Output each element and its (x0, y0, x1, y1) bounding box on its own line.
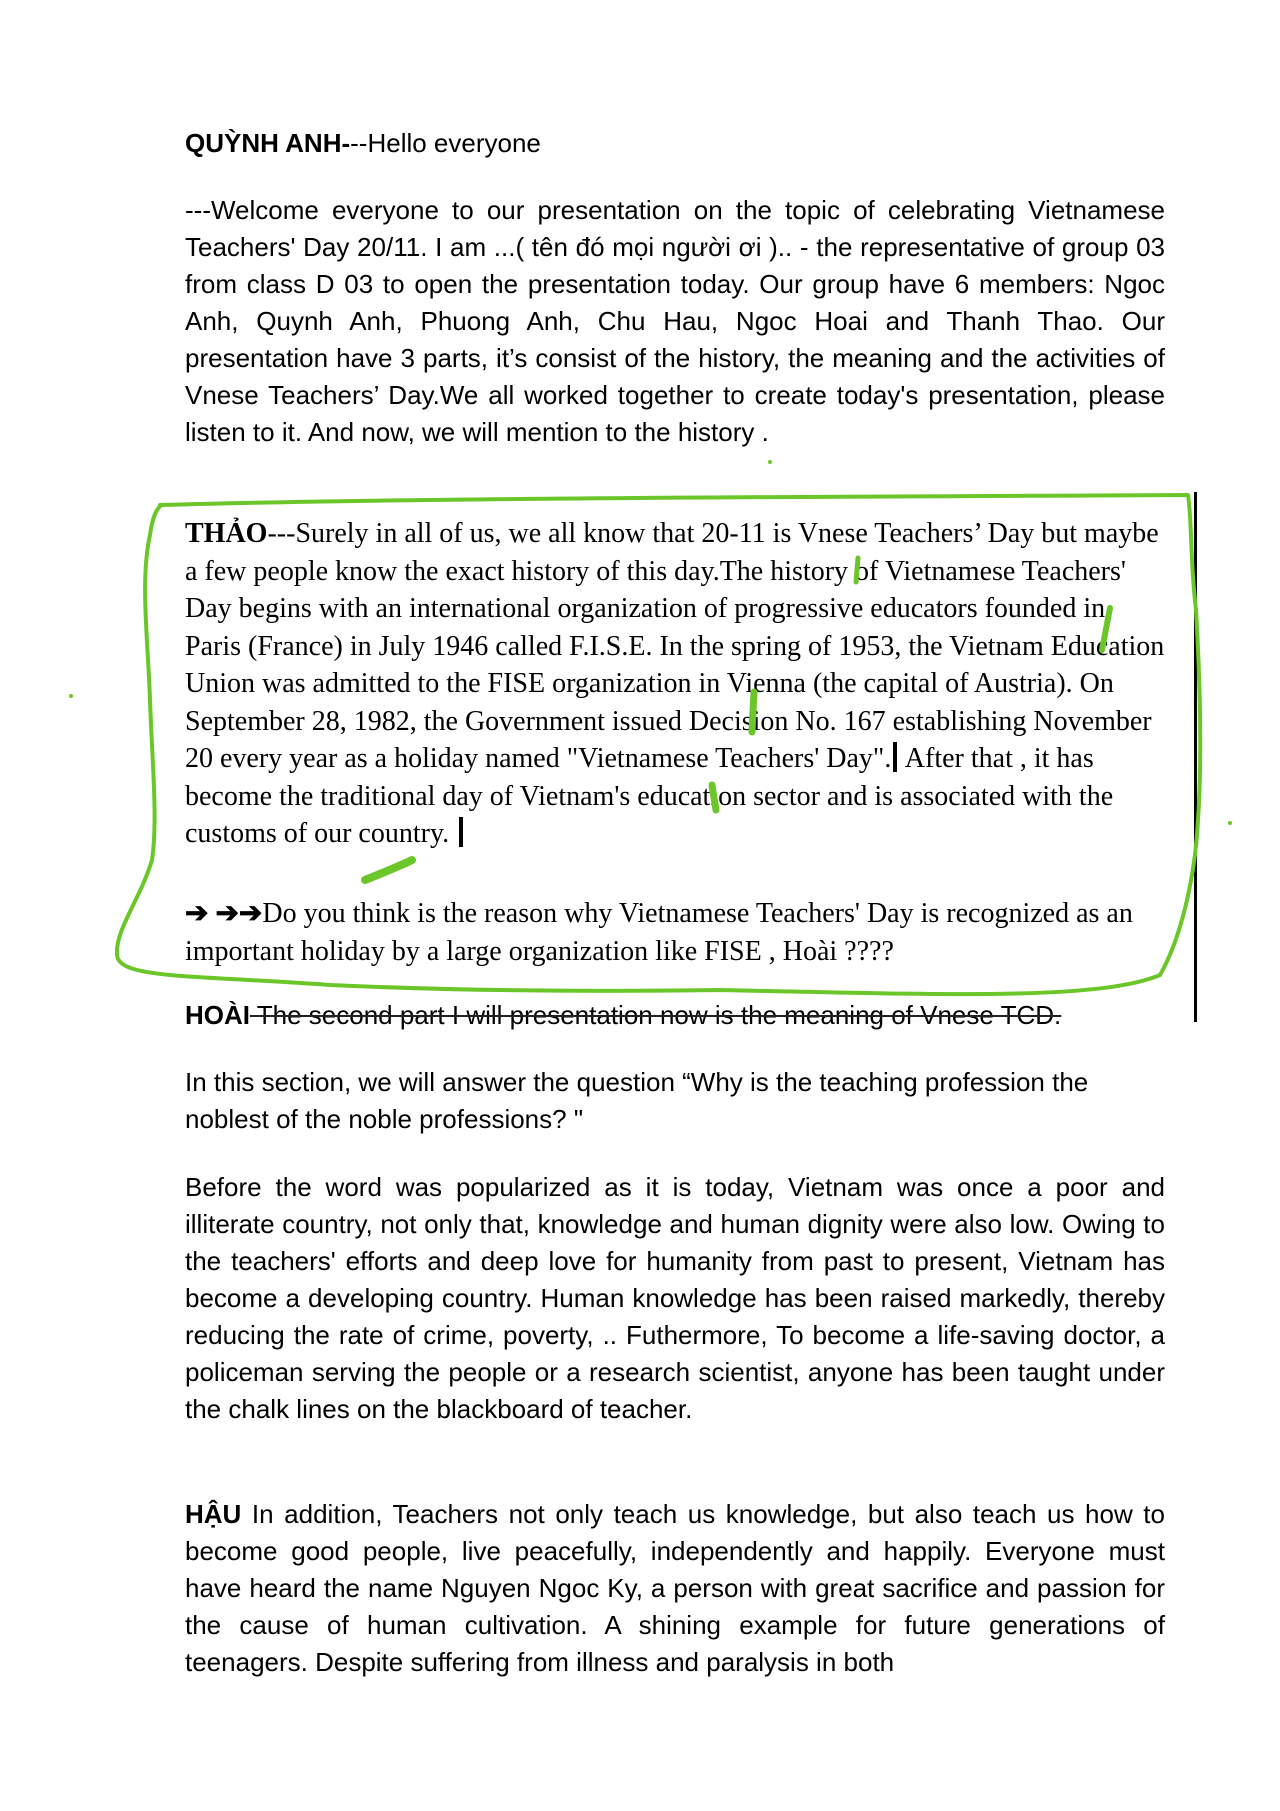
paragraph-greeting (185, 125, 1165, 162)
thao-text-5: After that , it has become the traditional day of Vietnam's education sector and is associated with the customs of our country. (185, 743, 1114, 849)
question-text: Do you think is the reason why Vietnamese Teachers' Day is recognized as an important holiday by a large organization like FISE , Hoài ???? (185, 898, 1133, 967)
text-cursor-end (459, 817, 463, 847)
dot-3 (1228, 821, 1232, 825)
hau-text: In addition, Teachers not only teach us knowledge, but also teach us how to become good people, live peacefully, independently and happily. Everyone must have heard the name Nguyen Ngoc Ky, a person with great sacrifice and passion for the cause of human cultivation. A shining example for future generations of teenagers. Despite suffering from illness and paralysis in both (185, 1499, 1165, 1677)
hoai-text: The second part I will presentation now is the meaning of Vnese TCD. (250, 1000, 1062, 1030)
arrow-icons: ➔ ➔➔ (185, 898, 263, 929)
paragraph-question (185, 895, 1165, 970)
paragraph-thao-history (185, 515, 1165, 853)
paragraph-welcome: ---Welcome everyone to our presentation on the topic of celebrating Vietnamese Teachers' Day 20/11. I am ...( tên đó mọi người ơi ).. - the representative of group 03 from class D 03 to open the presentation today. Our group have 6 members: Ngoc Anh, Quynh Anh, Phuong Anh, Chu Hau, Ngoc Hoai and Thanh Thao. Our presentation have 3 parts, it’s consist of the history, the meaning and the activities of Vnese Teachers’ Day.We all worked together to create today's presentation, please listen to it. And now, we will mention to the history . (185, 195, 1165, 447)
thao-text-2: The history of Vietnamese Teachers' Day begins with an international organization of progressive educators founded in Paris (France) in July 1946 called F.I.S.E. (185, 555, 1126, 662)
paragraph-hau (185, 1496, 1165, 1681)
greeting-text: --Hello everyone (350, 128, 541, 158)
paragraph-before: Before the word was popularized as it is today, Vietnam was once a poor and illiterate country, not only that, knowledge and human dignity were also low. Owing to the teachers' efforts and deep love for humanity from past to present, Vietnam has become a developing country. Human knowledge has been raised markedly, thereby reducing the rate of crime, poverty, .. Futhermore, To become a life-saving doctor, a policeman serving the people or a research scientist, anyone has been taught under the chalk lines on the blackboard of teacher. (185, 1172, 1165, 1424)
paragraph-section-question: In this section, we will answer the question “Why is the teaching profession the noblest of the noble professions? " (185, 1067, 1089, 1134)
speaker-hoai: HOÀI (185, 1000, 250, 1030)
thao-text-4: On September 28, 1982, the Government issued Decision No. 167 establishing November 20 every year as a holiday named "Vietnamese Teachers' Day". (185, 668, 1152, 774)
text-cursor (893, 742, 897, 772)
thao-text-1: ---Surely in all of us, we all know that 20-11 is Vnese Teachers’ Day but maybe a few people know the exact history of this day. (185, 518, 1159, 587)
paragraph-hoai (185, 997, 1165, 1034)
speaker-hau: HẬU (185, 1499, 242, 1529)
dot-1 (69, 694, 73, 698)
speaker-quynh-anh: QUỲNH ANH- (185, 128, 351, 158)
mark-5 (365, 860, 412, 880)
dot-2 (768, 460, 772, 464)
margin-bar (1194, 492, 1197, 1022)
thao-text-3: In the spring of 1953, the Vietnam Education Union was admitted to the FISE organization in Vienna (the capital of Austria). (185, 630, 1165, 699)
speaker-thao: THẢO (185, 518, 268, 549)
